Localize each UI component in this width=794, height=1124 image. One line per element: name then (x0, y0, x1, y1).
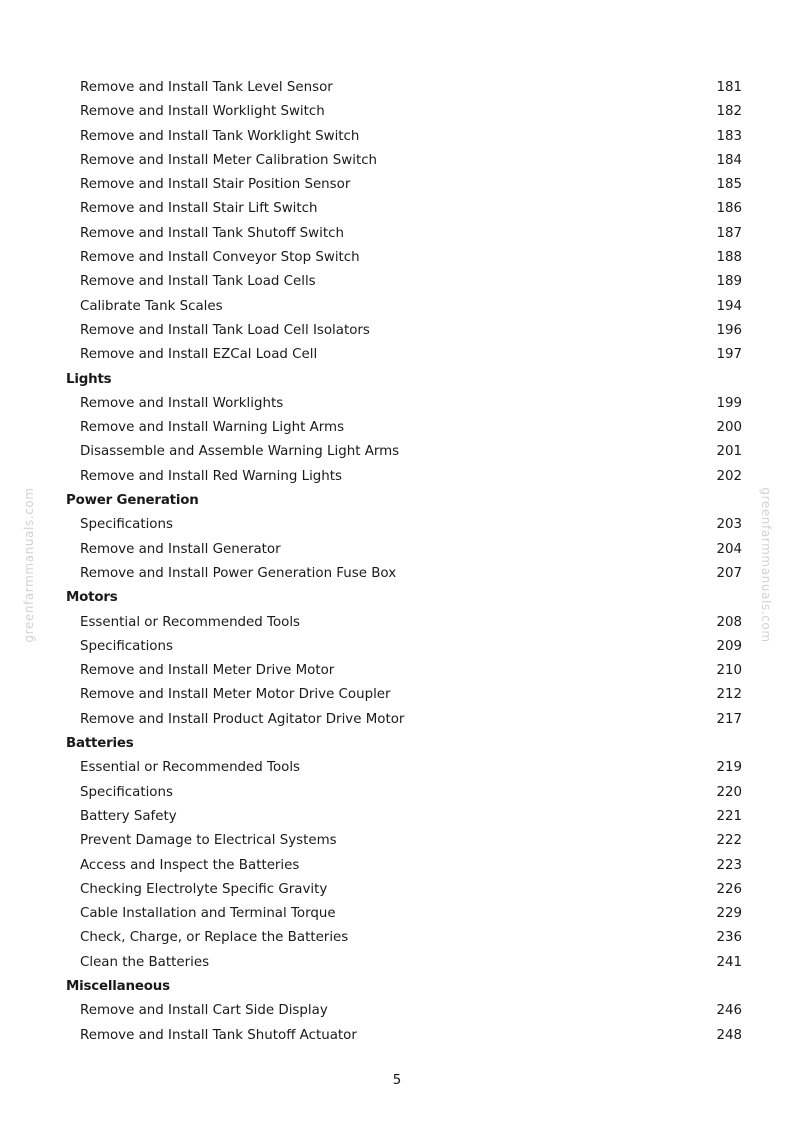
toc-entry-title: Calibrate Tank Scales (80, 298, 223, 314)
toc-entry (66, 829, 742, 853)
toc-entry-title: Remove and Install Tank Level Sensor (80, 80, 333, 95)
toc-entry-title: Remove and Install Generator (80, 541, 281, 557)
toc-heading-title: Miscellaneous (66, 978, 170, 994)
toc-entry (66, 197, 742, 221)
toc-entry-page: 188 (716, 250, 742, 266)
toc-entry-page: 196 (716, 322, 742, 338)
toc-entry-page: 210 (716, 663, 742, 679)
toc-entry-title: Remove and Install Conveyor Stop Switch (80, 250, 360, 266)
toc-entry (66, 926, 742, 950)
toc-entry-page: 182 (716, 104, 742, 120)
toc-entry-title: Specifications (80, 784, 173, 800)
toc-entry-page: 203 (716, 517, 742, 533)
toc-entry-title: Remove and Install Tank Shutoff Actuator (80, 1027, 357, 1043)
toc-entry (66, 513, 742, 537)
toc-entry-page: 226 (716, 881, 742, 897)
toc-entry-title: Remove and Install Tank Load Cell Isolators (80, 322, 370, 338)
toc-entry (66, 149, 742, 173)
toc-heading-title: Lights (66, 371, 112, 387)
toc-entry-page: 229 (716, 906, 742, 922)
toc-entry-page: 236 (716, 930, 742, 946)
toc-entry-title: Remove and Install Tank Worklight Switch (80, 128, 360, 144)
toc-entry (66, 125, 742, 149)
toc-entry-title: Remove and Install Cart Side Display (80, 1003, 328, 1019)
toc-entry-title: Remove and Install Power Generation Fuse Box (80, 565, 397, 581)
toc-entry-page: 217 (716, 711, 742, 727)
toc-entry (66, 999, 742, 1023)
toc-entry (66, 319, 742, 343)
toc-entry (66, 270, 742, 294)
toc-entry (66, 708, 742, 732)
toc-entry-page: 186 (716, 201, 742, 217)
toc-entry-title: Battery Safety (80, 808, 177, 824)
toc-entry-title: Remove and Install Stair Lift Switch (80, 201, 318, 217)
toc-entry (66, 76, 742, 100)
toc-heading-title: Power Generation (66, 493, 199, 509)
toc-entry-title: Essential or Recommended Tools (80, 760, 301, 776)
toc-entry (66, 902, 742, 926)
toc-entry-page: 185 (716, 177, 742, 193)
toc-entry (66, 756, 742, 780)
toc-entry (66, 343, 742, 367)
toc-entry-page: 222 (716, 833, 742, 849)
toc-entry (66, 538, 742, 562)
toc-entry-title: Essential or Recommended Tools (80, 614, 301, 630)
page-number: 5 (392, 1073, 402, 1088)
toc-entry-title: Remove and Install Tank Shutoff Switch (80, 225, 344, 241)
toc-entry-title: Remove and Install Warning Light Arms (80, 420, 345, 436)
toc-entry-title: Disassemble and Assemble Warning Light Arms (80, 444, 400, 460)
toc-entry (66, 805, 742, 829)
toc-entry (66, 465, 742, 489)
toc-entry-title: Remove and Install Red Warning Lights (80, 468, 343, 484)
toc-entry-page: 208 (716, 614, 742, 630)
toc-entry-title: Access and Inspect the Batteries (80, 857, 300, 873)
toc-entry (66, 222, 742, 246)
toc-section-heading (66, 489, 742, 513)
toc-entry-page: 207 (716, 565, 742, 581)
toc-heading-title: Batteries (66, 736, 134, 752)
toc-entry (66, 392, 742, 416)
toc-entry-title: Check, Charge, or Replace the Batteries (80, 930, 349, 946)
toc-entry-page: 223 (716, 857, 742, 873)
toc-entry-page: 200 (716, 420, 742, 436)
toc-entry (66, 416, 742, 440)
toc-entry-title: Prevent Damage to Electrical Systems (80, 833, 337, 849)
toc-entry (66, 1024, 742, 1048)
toc-entry-title: Remove and Install Product Agitator Drive Motor (80, 711, 405, 727)
toc-entry-title: Specifications (80, 517, 173, 533)
toc-entry (66, 659, 742, 683)
toc-entry (66, 562, 742, 586)
toc-entry-page: 199 (716, 395, 742, 411)
toc-entry-page: 181 (716, 80, 742, 95)
toc-entry-title: Remove and Install Worklights (80, 395, 284, 411)
toc-entry (66, 611, 742, 635)
toc-entry (66, 951, 742, 975)
toc-entry-page: 184 (716, 152, 742, 168)
toc-entry (66, 854, 742, 878)
toc-entry (66, 100, 742, 124)
toc-entry-page: 246 (716, 1003, 742, 1019)
toc-entry-page: 201 (716, 444, 742, 460)
toc-entry (66, 295, 742, 319)
toc-entry-page: 204 (716, 541, 742, 557)
toc-entry-page: 221 (716, 808, 742, 824)
toc-entry-title: Clean the Batteries (80, 954, 210, 970)
watermark-left: greenfarmmanuals.com (22, 487, 36, 643)
toc-section-heading (66, 732, 742, 756)
toc-entry (66, 683, 742, 707)
toc-entry-page: 197 (716, 347, 742, 363)
toc-entry-page: 220 (716, 784, 742, 800)
toc-entry-title: Remove and Install EZCal Load Cell (80, 347, 318, 363)
toc-entry-page: 202 (716, 468, 742, 484)
toc-entry (66, 246, 742, 270)
toc-entry-title: Remove and Install Meter Calibration Switch (80, 152, 378, 168)
toc-entry-page: 219 (716, 760, 742, 776)
toc-entry-page: 183 (716, 128, 742, 144)
toc-entry (66, 440, 742, 464)
toc-entry-title: Remove and Install Stair Position Sensor (80, 177, 351, 193)
toc-entry (66, 173, 742, 197)
toc-heading-title: Motors (66, 590, 118, 606)
toc-entry-page: 212 (716, 687, 742, 703)
toc-entry-title: Cable Installation and Terminal Torque (80, 906, 336, 922)
toc-entry-page: 241 (716, 954, 742, 970)
toc-entry-page: 187 (716, 225, 742, 241)
toc-entry (66, 781, 742, 805)
toc-entry-title: Remove and Install Meter Drive Motor (80, 663, 335, 679)
toc-entry-title: Remove and Install Tank Load Cells (80, 274, 316, 290)
toc-entry-title: Remove and Install Worklight Switch (80, 104, 325, 120)
toc-section-heading (66, 975, 742, 999)
toc-entry-page: 194 (716, 298, 742, 314)
watermark-right: greenfarmmanuals.com (759, 487, 773, 643)
toc-entry-page: 209 (716, 638, 742, 654)
toc-section-heading (66, 368, 742, 392)
toc-entry (66, 878, 742, 902)
toc-entry (66, 635, 742, 659)
toc-entry-page: 189 (716, 274, 742, 290)
toc-entry-title: Remove and Install Meter Motor Drive Coupler (80, 687, 391, 703)
table-of-contents (66, 76, 742, 1048)
toc-entry-page: 248 (716, 1027, 742, 1043)
toc-entry-title: Specifications (80, 638, 173, 654)
toc-entry-title: Checking Electrolyte Specific Gravity (80, 881, 328, 897)
toc-section-heading (66, 586, 742, 610)
